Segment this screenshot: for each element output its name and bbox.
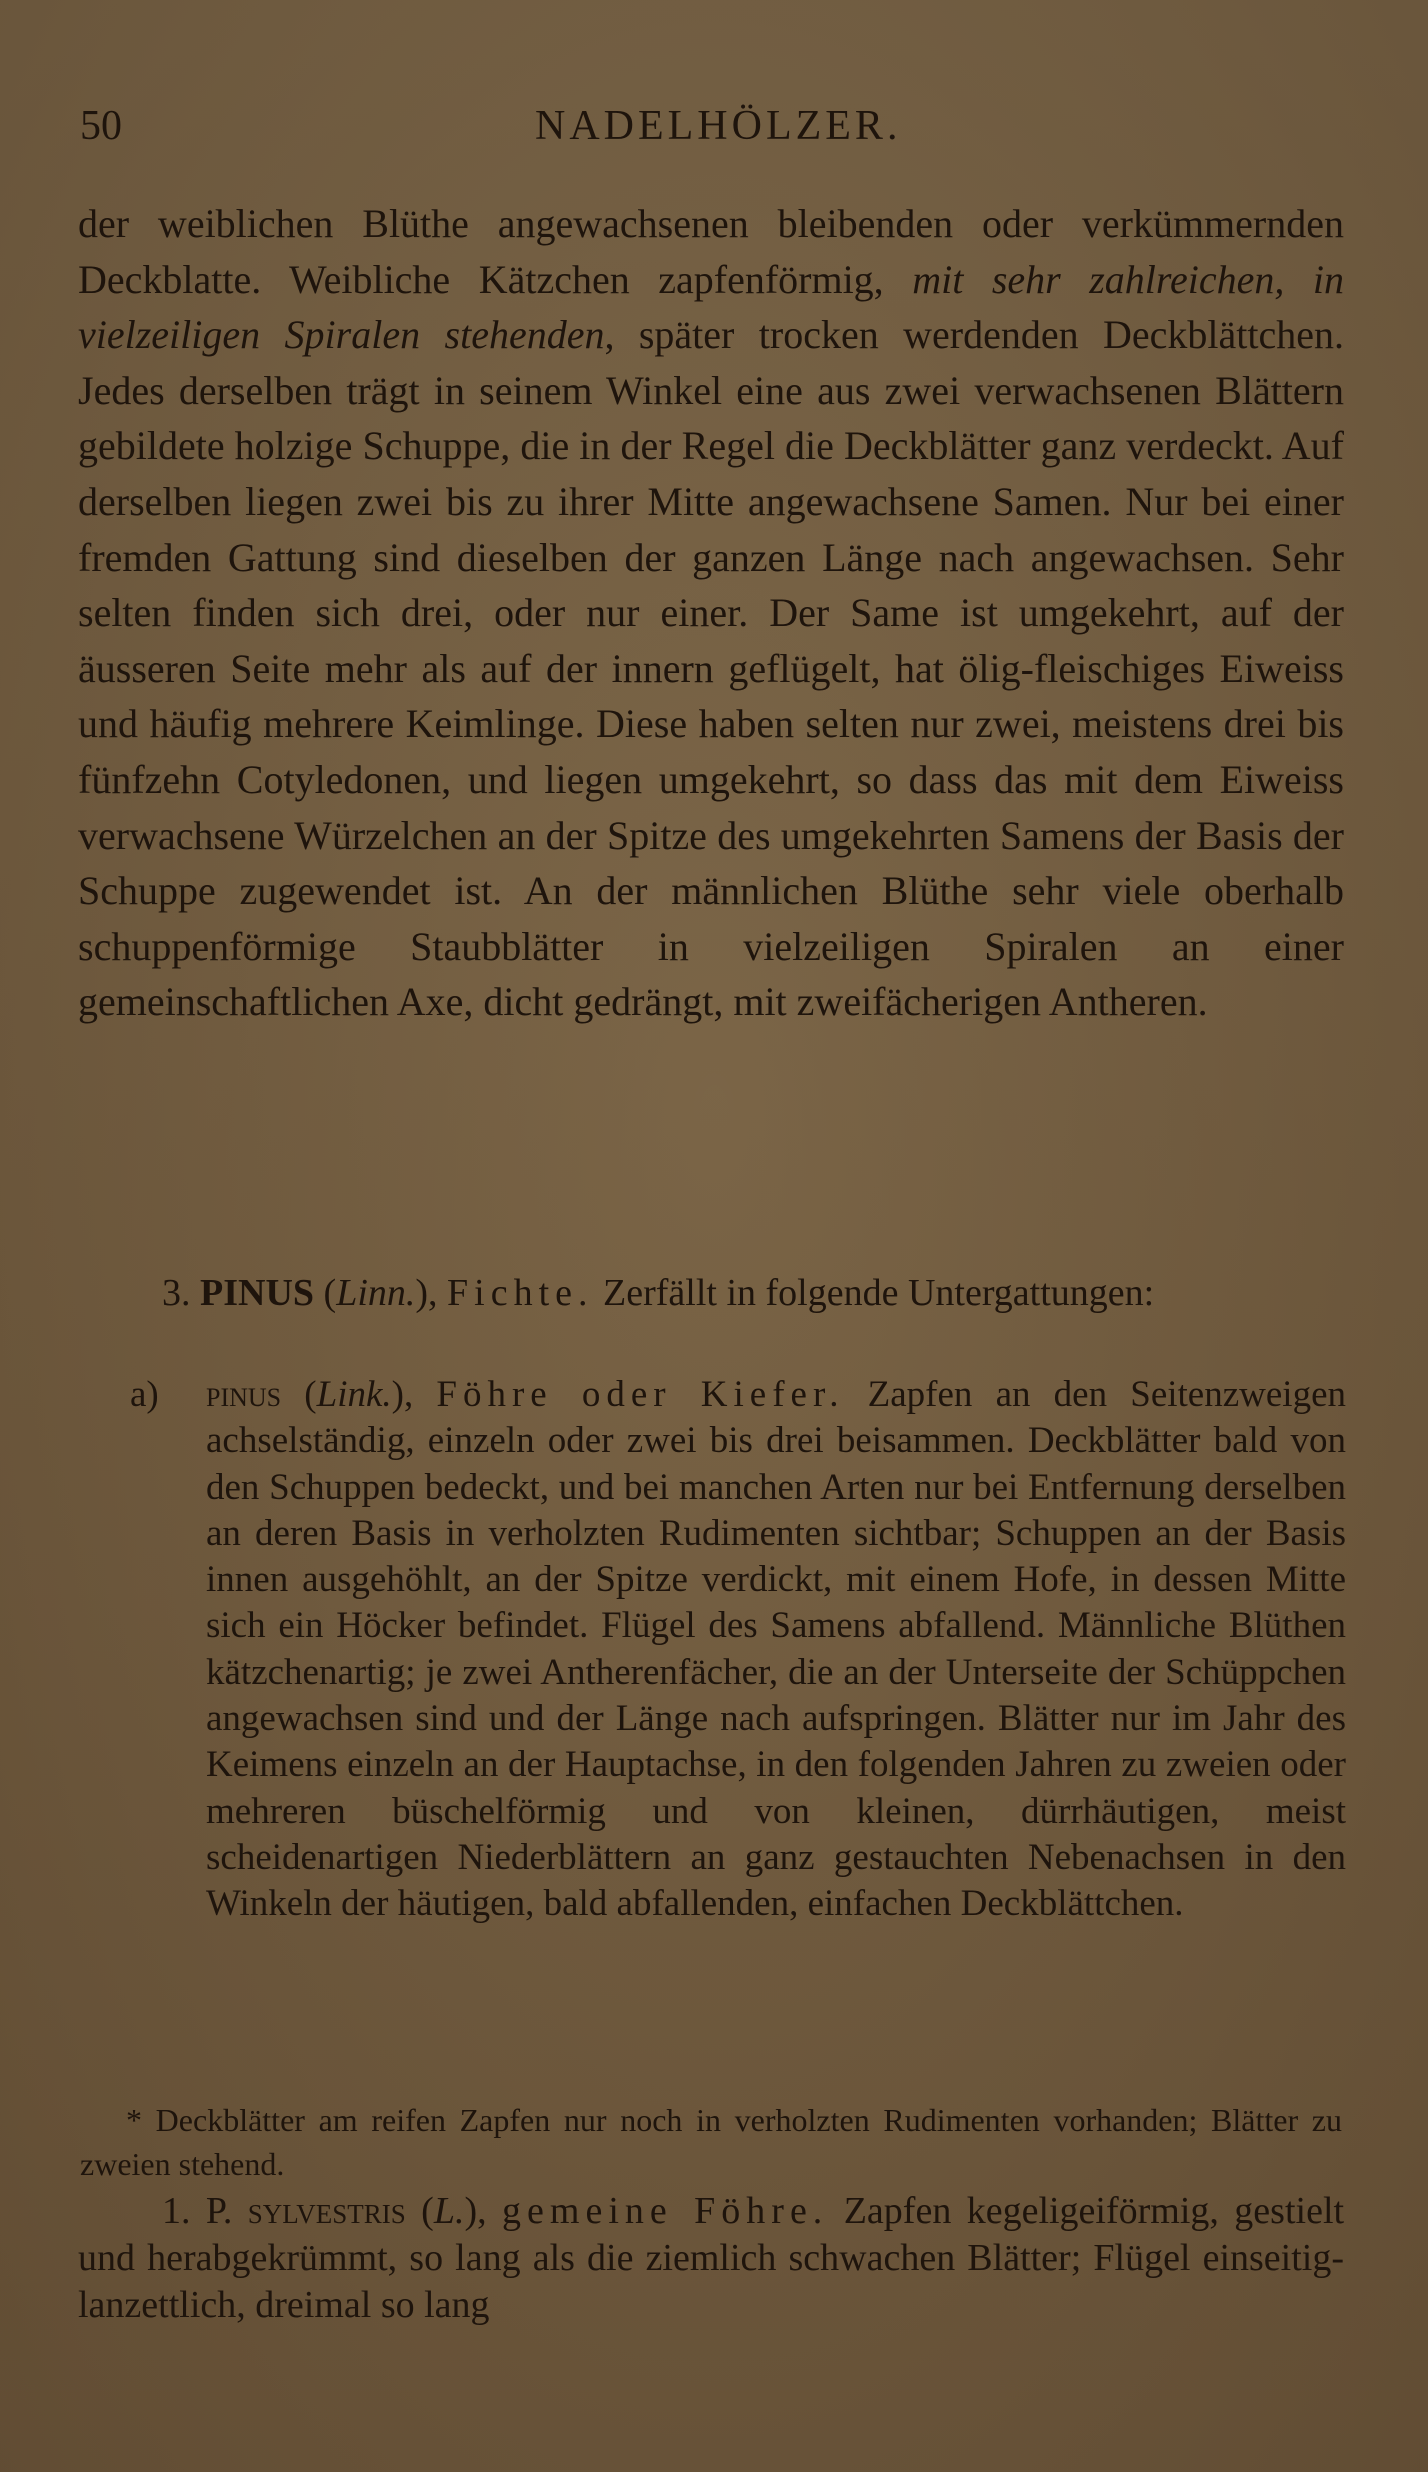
running-head: NADELHÖLZER. (535, 103, 902, 149)
genus-authority: Linn. (336, 1272, 416, 1314)
species-name: sylvestris (247, 2190, 406, 2232)
species-description: Zapfen kegeligeiförmig, gestielt und herabgekrümmt, so lang als die ziemlich schwachen Blätter; Flügel einseitig-lanzettlich, dreimal so lang (78, 2190, 1345, 2326)
genus-name: PINUS (200, 1272, 315, 1314)
footnote (80, 2098, 1342, 2186)
subgenus-authority: Link. (316, 1374, 392, 1415)
footnote-text: Deckblätter am reifen Zapfen nur noch in verholzten Rudimenten vorhanden; Blätter zu zweien stehend. (80, 2102, 1343, 2182)
genus-number: 3. (162, 1272, 191, 1314)
species-genus-abbr: P. (205, 2190, 233, 2232)
genus-description: Zerfällt in folgende Untergattungen: (603, 1272, 1155, 1314)
genus-common-name: Fichte. (447, 1272, 594, 1314)
genus-entry: 3. PINUS (Linn.), Fichte. Zerfällt in folgende Untergattungen: (162, 1272, 1155, 1314)
subgenus-entry (130, 1372, 1346, 1928)
footnote-marker: * (126, 2102, 142, 2138)
species-common-name: gemeine Föhre. (502, 2190, 829, 2232)
species-number: 1. (162, 2190, 191, 2232)
intro-text-1: der weiblichen Blüthe angewachsenen bleibenden oder verkümmernden Deckblatte. Weibliche Kätzchen zapfenförmig, (78, 201, 1344, 302)
intro-paragraph (78, 196, 1344, 1030)
page-number: 50 (80, 103, 122, 149)
intro-italic-phrase: mit sehr zahlreichen, in vielzeiligen Spiralen stehenden (78, 256, 1344, 358)
subgenus-description: Zapfen an den Seitenzweigen achselständig, einzeln oder zwei bis drei beisammen. Deckblätter bald von den Schuppen bedeckt, und bei manchen Arten nur bei Entfernung derselben an deren Basis in verholzten Rudimenten sichtbar; Schuppen an der Basis innen ausgehöhlt, an der Spitze verdickt, mit einem Hofe, in dessen Mitte sich ein Höcker befindet. Flügel des Samens abfallend. Männliche Blüthen kätzchenartig; je zwei Antherenfächer, die an der Unterseite der Schüppchen angewachsen sind und der Länge nach aufspringen. Blätter nur im Jahr des Keimens einzeln an der Hauptachse, in den folgenden Jahren zu zweien oder mehreren büschelförmig und von kleinen, dürrhäutigen, meist scheidenartigen Niederblättern an ganz gestauchten Nebenachsen in den Winkeln der häutigen, bald abfallenden, einfachen Deckblättchen. (206, 1374, 1346, 1925)
species-authority: L. (433, 2190, 465, 2232)
subgenus-letter: a) (130, 1374, 159, 1415)
subgenus-name: pinus (206, 1374, 282, 1415)
intro-text-2: , später trocken werdenden Deckblättchen. Jedes derselben trägt in seinem Winkel eine aus zwei verwachsenen Blättern gebildete holzige Schuppe, die in der Regel die Deckblätter ganz verdeckt. Auf derselben liegen zwei bis zu ihrer Mitte angewachsene Samen. Nur bei einer fremden Gattung sind dieselben der ganzen Länge nach angewachsen. Sehr selten finden sich drei, oder nur einer. Der Same ist umgekehrt, auf der äusseren Seite mehr als auf der innern geflügelt, hat ölig-fleischiges Eiweiss und häufig mehrere Keimlinge. Diese haben selten nur zwei, meistens drei bis fünfzehn Cotyledonen, und liegen umgekehrt, so dass das mit dem Eiweiss verwachsene Würzelchen an der Spitze des umgekehrten Samens der Basis der Schuppe zugewendet ist. An der männlichen Blüthe sehr viele oberhalb schuppenförmige Staubblätter in vielzeiligen Spiralen an einer gemeinschaftlichen Axe, dicht gedrängt, mit zweifächerigen Antheren. (78, 312, 1344, 1025)
page-header (80, 96, 1350, 156)
subgenus-body: pinus (Link.), Föhre oder Kiefer. Zapfen an den Seitenzweigen achselständig, einzeln oder zwei bis drei beisammen. Deckblätter bald von den Schuppen bedeckt, und bei manchen Arten nur bei Entfernung derselben an deren Basis in verholzten Rudimenten sichtbar; Schuppen an der Basis innen ausgehöhlt, an der Spitze verdickt, mit einem Hofe, in dessen Mitte sich ein Höcker befindet. Flügel des Samens abfallend. Männliche Blüthen kätzchenartig; je zwei Antherenfächer, die an der Unterseite der Schüppchen angewachsen sind und der Länge nach aufspringen. Blätter nur im Jahr des Keimens einzeln an der Hauptachse, in den folgenden Jahren zu zweien oder mehreren büschelförmig und von kleinen, dürrhäutigen, meist scheidenartigen Niederblättern an ganz gestauchten Nebenachsen in den Winkeln der häutigen, bald abfallenden, einfachen Deckblättchen. (206, 1374, 1346, 1925)
species-entry: 1. P. sylvestris (L.), gemeine Föhre. Zapfen kegeligeiförmig, gestielt und herabgekrümmt, so lang als die ziemlich schwachen Blätter; Flügel einseitig-lanzettlich, dreimal so lang (78, 2190, 1345, 2326)
subgenus-common-name: Föhre oder Kiefer. (436, 1374, 845, 1415)
